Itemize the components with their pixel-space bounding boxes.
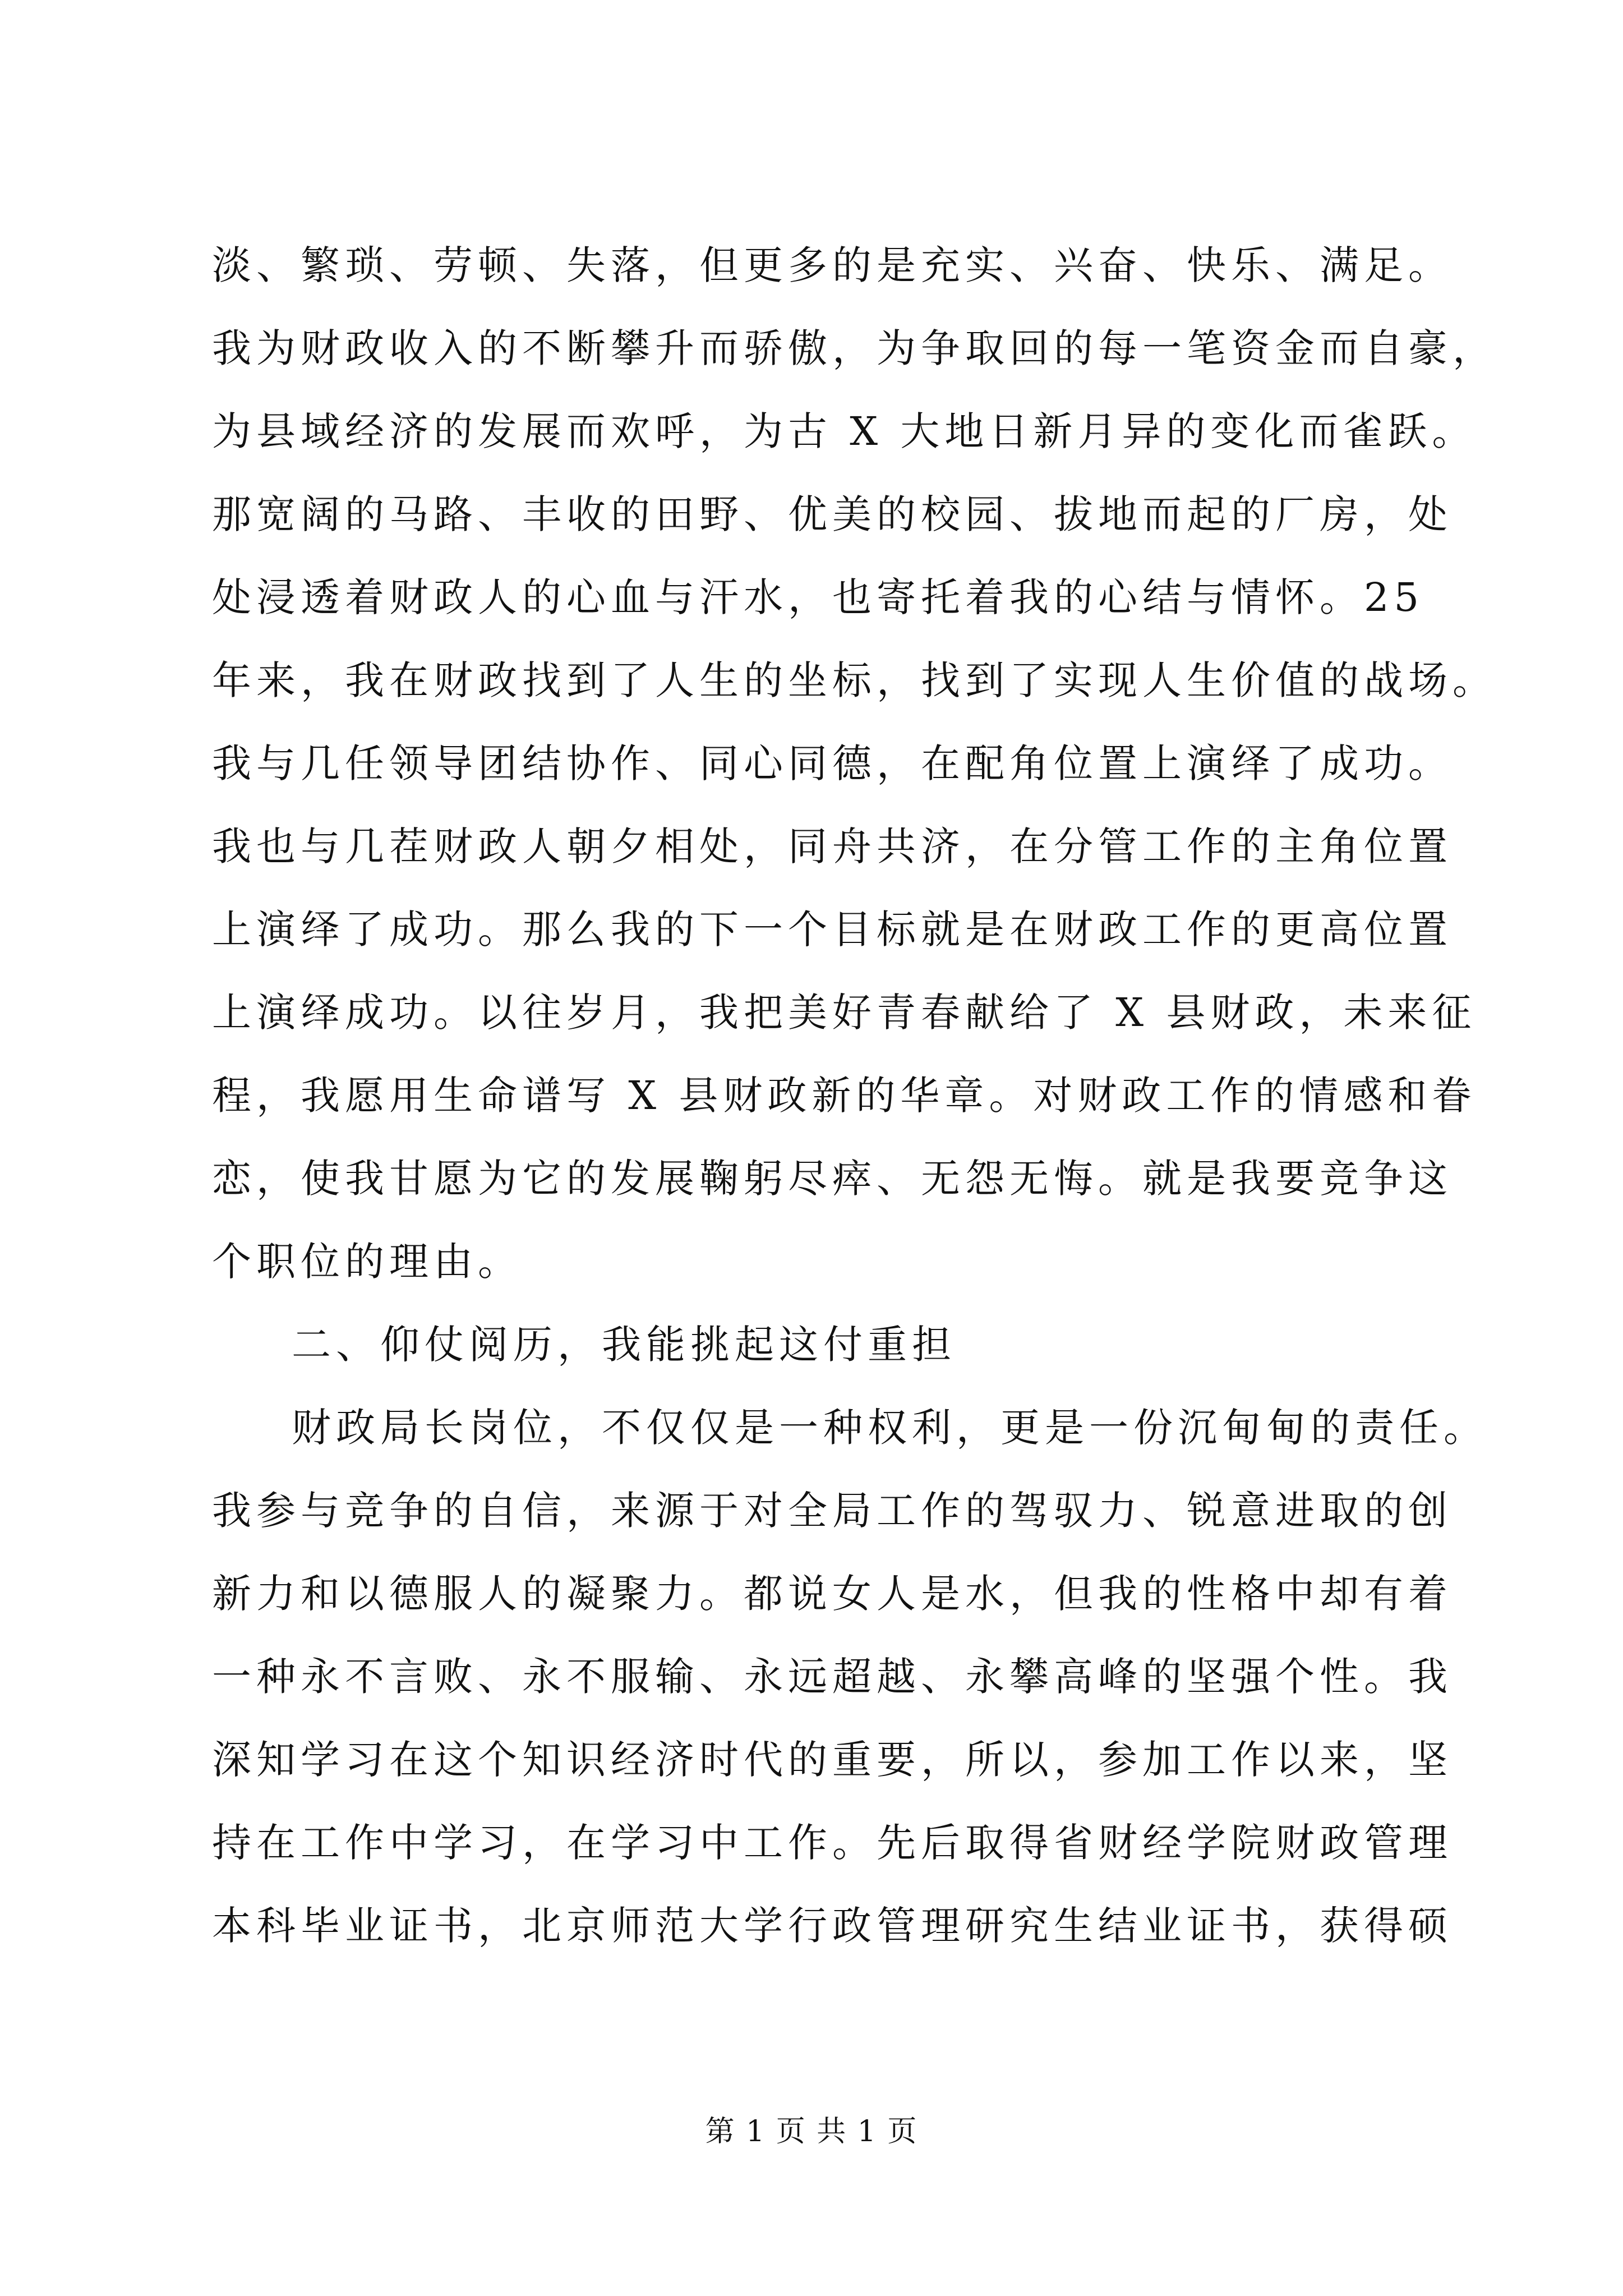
section-heading: 二、仰仗阅历，我能挑起这付重担	[292, 1322, 956, 1368]
text-line: 为县域经济的发展而欢呼，为古 X 大地日新月异的变化而雀跃。	[212, 408, 1477, 454]
text-line: 程，我愿用生命谱写 X 县财政新的华章。对财政工作的情感和眷	[212, 1073, 1477, 1119]
text-line: 处浸透着财政人的心血与汗水，也寄托着我的心结与情怀。25	[212, 574, 1424, 620]
text-line: 上演绎成功。以往岁月，我把美好青春献给了 X 县财政，未来征	[212, 990, 1477, 1036]
text-line: 恋，使我甘愿为它的发展鞠躬尽瘁、无怨无悔。就是我要竞争这	[212, 1156, 1453, 1202]
text-line: 年来，我在财政找到了人生的坐标，找到了实现人生价值的战场。	[212, 657, 1497, 703]
text-line: 深知学习在这个知识经济时代的重要，所以，参加工作以来，坚	[212, 1737, 1453, 1783]
text-line: 新力和以德服人的凝聚力。都说女人是水，但我的性格中却有着	[212, 1571, 1453, 1617]
text-line: 我也与几茬财政人朝夕相处，同舟共济，在分管工作的主角位置	[212, 823, 1453, 869]
text-line: 我参与竞争的自信，来源于对全局工作的驾驭力、锐意进取的创	[212, 1488, 1453, 1534]
page-footer: 第 1 页 共 1 页	[705, 2115, 918, 2148]
text-line: 我为财政收入的不断攀升而骄傲，为争取回的每一笔资金而自豪，	[212, 325, 1497, 371]
text-line: 本科毕业证书，北京师范大学行政管理研究生结业证书，获得硕	[212, 1903, 1453, 1949]
text-line: 我与几任领导团结协作、同心同德，在配角位置上演绎了成功。	[212, 740, 1453, 786]
text-line: 淡、繁琐、劳顿、失落，但更多的是充实、兴奋、快乐、满足。	[212, 242, 1453, 288]
text-line: 上演绎了成功。那么我的下一个目标就是在财政工作的更高位置	[212, 907, 1453, 953]
text-line: 一种永不言败、永不服输、永远超越、永攀高峰的坚强个性。我	[212, 1654, 1453, 1700]
text-line: 持在工作中学习，在学习中工作。先后取得省财经学院财政管理	[212, 1820, 1453, 1866]
text-line: 那宽阔的马路、丰收的田野、优美的校园、拔地而起的厂房，处	[212, 491, 1453, 537]
text-line: 财政局长岗位，不仅仅是一种权利，更是一份沉甸甸的责任。	[292, 1405, 1488, 1451]
text-line: 个职位的理由。	[212, 1239, 522, 1285]
